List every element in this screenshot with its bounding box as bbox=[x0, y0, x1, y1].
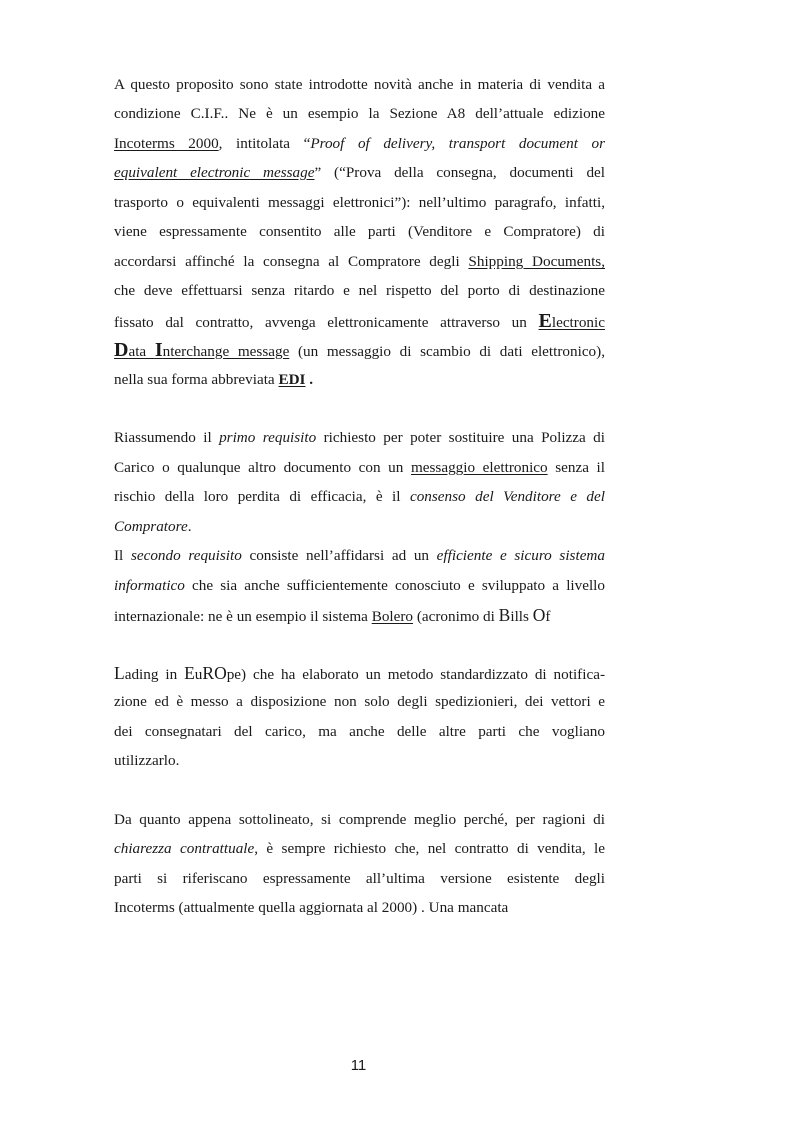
p2-line-3 bbox=[114, 487, 605, 507]
first-requirement-italic: primo requisito bbox=[219, 429, 317, 446]
text: Incoterms (attualmente quella aggiornata al 2000) . Una mancata bbox=[114, 899, 509, 916]
p4-line-4 bbox=[114, 751, 605, 771]
text: Da quanto appena sottolineato, si comprende meglio perché, per ragioni di bbox=[114, 811, 605, 828]
p5-line-3 bbox=[114, 869, 605, 889]
english-title-italic-underlined: equivalent electronic message bbox=[114, 164, 315, 181]
text: , è sempre richiesto che, nel contratto di vendita, le bbox=[254, 840, 605, 857]
text: ” (“Prova della consegna, documenti del bbox=[314, 164, 605, 181]
p1-line-1 bbox=[114, 75, 605, 95]
text: parti si riferiscano espressamente all’ultima versione esistente degli bbox=[114, 870, 605, 887]
text: fissato dal contratto, avvenga elettronicamente attraverso un bbox=[114, 314, 539, 331]
p1-line-8 bbox=[114, 281, 605, 301]
p1-line-10 bbox=[114, 340, 605, 360]
text: internazionale: ne è un esempio il sistema bbox=[114, 608, 372, 625]
edi-bold-underlined: EDI bbox=[278, 371, 306, 388]
p4-line-1 bbox=[114, 663, 605, 683]
text: pe) che ha elaborato un metodo standardizzato di notifica- bbox=[226, 666, 605, 683]
text: Riassumendo il bbox=[114, 429, 220, 446]
text: . bbox=[187, 518, 192, 535]
text: Il bbox=[114, 547, 131, 564]
second-requirement-italic: secondo requisito bbox=[130, 547, 242, 564]
initial-d: D bbox=[114, 339, 129, 361]
p1-line-3 bbox=[114, 134, 605, 154]
initial-b: B bbox=[498, 605, 511, 625]
p2-line-1 bbox=[114, 428, 605, 448]
p2-line-4 bbox=[114, 517, 605, 537]
text: u bbox=[194, 666, 203, 683]
text: trasporto o equivalenti messaggi elettronici”): nell’ultimo paragrafo, infatti, bbox=[114, 194, 605, 211]
text: ata bbox=[128, 343, 155, 360]
p4-line-2 bbox=[114, 692, 605, 712]
page-number: 11 bbox=[350, 1057, 367, 1074]
p3-line-3 bbox=[114, 605, 605, 625]
text: consiste nell’affidarsi ad un bbox=[241, 547, 437, 564]
text: richiesto per poter sostituire una Polizza di bbox=[316, 429, 605, 446]
p5-line-1 bbox=[114, 810, 605, 830]
p1-line-9 bbox=[114, 311, 605, 331]
text: zione ed è messo a disposizione non solo degli spedizionieri, dei vettori e bbox=[114, 693, 605, 710]
bolero-underlined: Bolero bbox=[371, 608, 414, 625]
english-title-italic: Proof of delivery, transport document or bbox=[310, 135, 605, 152]
p1-line-7 bbox=[114, 252, 605, 272]
text: (un messaggio di scambio di dati elettronico), bbox=[289, 343, 606, 360]
efficient-system-italic: efficiente e sicuro sistema bbox=[436, 547, 605, 564]
p3-line-1 bbox=[114, 546, 605, 566]
initials-ro: RO bbox=[202, 663, 227, 683]
p1-line-6 bbox=[114, 222, 605, 242]
text: (acronimo di bbox=[413, 608, 499, 625]
text: accordarsi affinché la consegna al Compratore degli bbox=[114, 253, 469, 270]
text: f bbox=[545, 608, 551, 625]
text: dei consegnatari del carico, ma anche delle altre parti che vogliano bbox=[114, 723, 605, 740]
text: condizione C.I.F.. Ne è un esempio la Sezione A8 dell’attuale edizione bbox=[114, 105, 605, 122]
initial-e: E bbox=[184, 663, 195, 683]
p1-line-11 bbox=[114, 370, 605, 390]
shipping-documents-underlined: Shipping Documents, bbox=[468, 253, 605, 270]
text: ills bbox=[510, 608, 533, 625]
electronic-message-underlined: messaggio elettronico bbox=[410, 459, 548, 476]
text: Carico o qualunque altro documento con un bbox=[114, 459, 411, 476]
p4-line-3 bbox=[114, 722, 605, 742]
incoterms-underlined: Incoterms 2000 bbox=[114, 135, 219, 152]
text: . bbox=[305, 371, 314, 388]
p3-line-2 bbox=[114, 576, 605, 596]
compratore-italic: Compratore bbox=[114, 518, 188, 535]
text: ading in bbox=[124, 666, 185, 683]
text: viene espressamente consentito alle parti (Venditore e Compratore) di bbox=[114, 223, 605, 240]
contract-clarity-italic: chiarezza contrattuale bbox=[114, 840, 255, 857]
text: utilizzarlo. bbox=[114, 752, 180, 769]
p1-line-4 bbox=[114, 163, 605, 183]
initial-e: E bbox=[538, 310, 552, 332]
initial-i: I bbox=[154, 339, 163, 361]
text: , intitolata “ bbox=[218, 135, 311, 152]
text: lectronic bbox=[551, 314, 605, 331]
text: che sia anche sufficientemente conosciuto e sviluppato a livello bbox=[184, 577, 605, 594]
p1-line-2 bbox=[114, 104, 605, 124]
text: A questo proposito sono state introdotte novità anche in materia di vendita a bbox=[114, 76, 605, 93]
p5-line-2 bbox=[114, 839, 605, 859]
text: nella sua forma abbreviata bbox=[114, 371, 279, 388]
initial-o: O bbox=[532, 605, 546, 625]
text: rischio della loro perdita di efficacia, è il bbox=[114, 488, 410, 505]
initial-l: L bbox=[114, 663, 125, 683]
text: che deve effettuarsi senza ritardo e nel rispetto del porto di destinazione bbox=[114, 282, 605, 299]
informatico-italic: informatico bbox=[114, 577, 185, 594]
text: senza il bbox=[547, 459, 605, 476]
consent-italic: consenso del Venditore e del bbox=[409, 488, 605, 505]
p2-line-2 bbox=[114, 458, 605, 478]
text: nterchange message bbox=[162, 343, 290, 360]
p5-line-4 bbox=[114, 898, 605, 918]
p1-line-5 bbox=[114, 193, 605, 213]
